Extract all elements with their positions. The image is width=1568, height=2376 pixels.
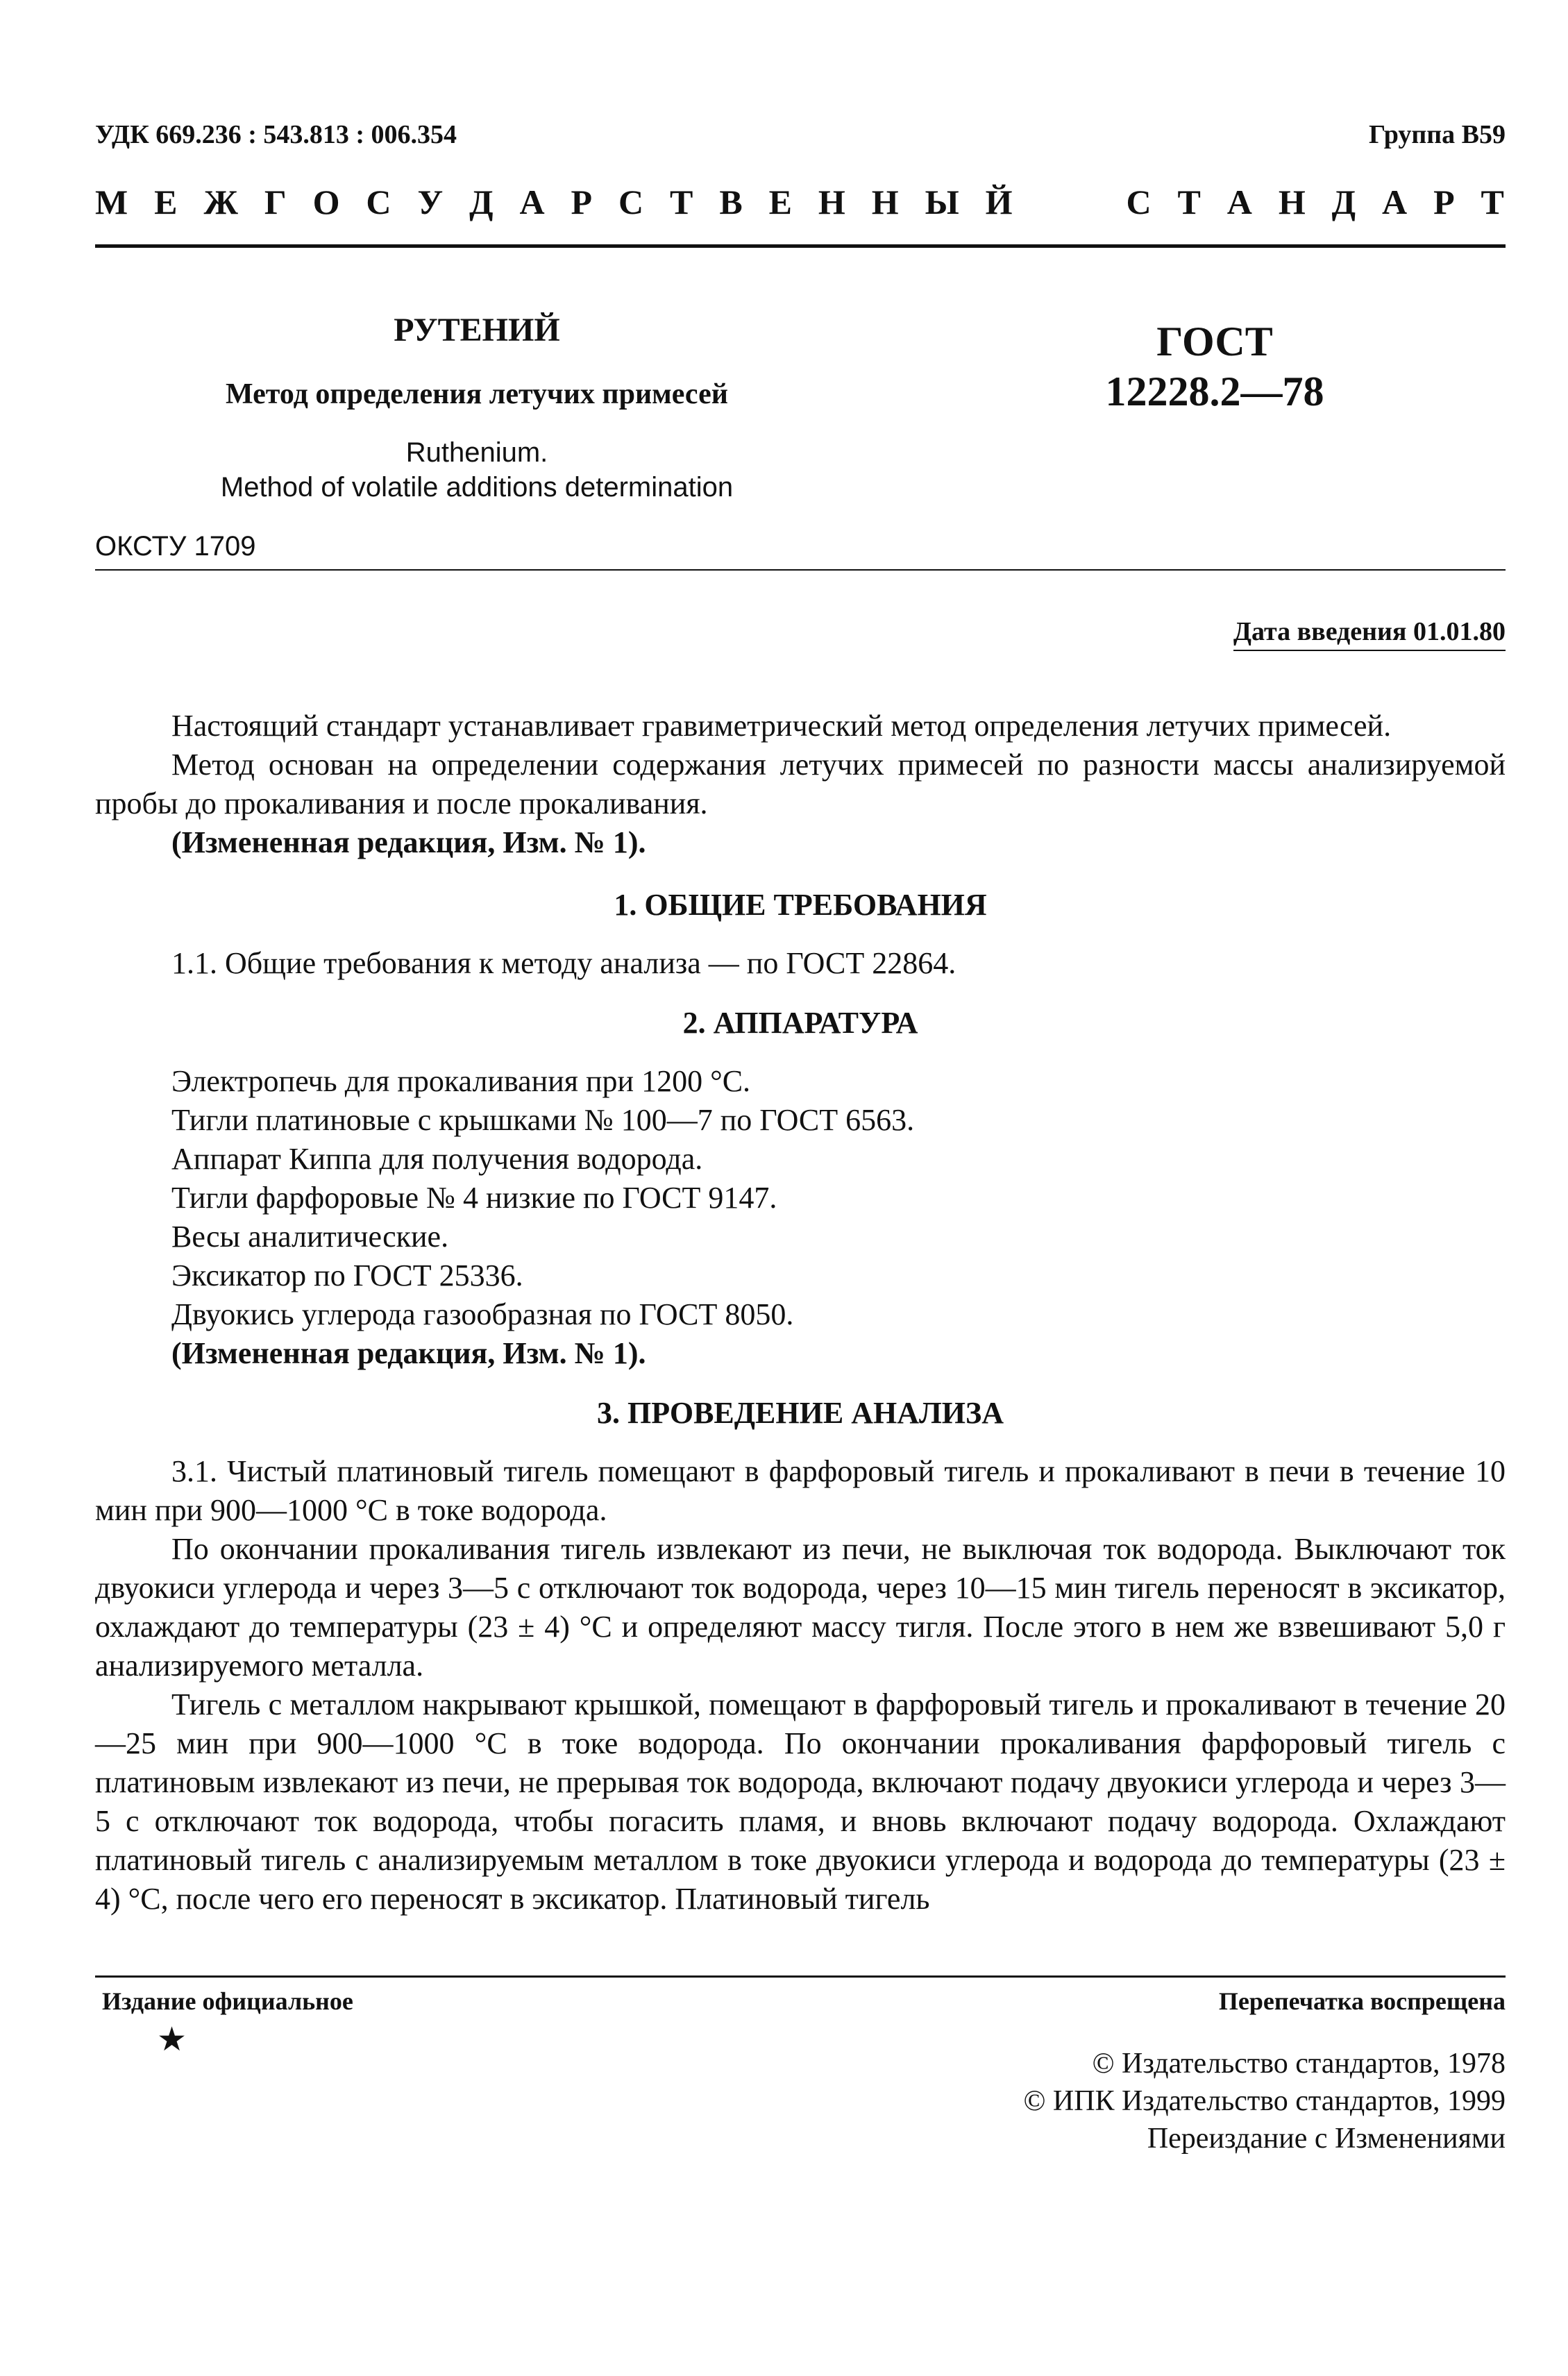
document-title: РУТЕНИЙ bbox=[394, 312, 560, 348]
section-2-amendment: (Измененная редакция, Изм. № 1). bbox=[171, 1336, 646, 1370]
banner-letter: Е bbox=[154, 183, 179, 221]
banner-letter: А bbox=[1226, 183, 1254, 221]
banner-letter: Д bbox=[1331, 183, 1358, 221]
effective-date-value: 01.01.80 bbox=[1413, 617, 1506, 646]
reissue-note: Переиздание с Изменениями bbox=[1147, 2123, 1506, 2155]
banner-letter: Н bbox=[871, 183, 900, 221]
standard-banner bbox=[95, 182, 1506, 222]
english-title-line1: Ruthenium. bbox=[405, 437, 548, 468]
banner-letter: У bbox=[417, 183, 445, 221]
copyright-block bbox=[1023, 2045, 1506, 2157]
banner-letter: С bbox=[1126, 183, 1153, 221]
official-edition: Издание официальное bbox=[102, 1987, 353, 2015]
banner-letter: Ы bbox=[925, 183, 961, 221]
apparatus-list bbox=[171, 1062, 914, 1373]
banner-letter: С bbox=[366, 183, 393, 221]
star-icon: ★ bbox=[157, 2021, 187, 2058]
banner-letter: Т bbox=[1177, 183, 1202, 221]
effective-date-label: Дата введения bbox=[1233, 617, 1407, 646]
intro-section bbox=[95, 707, 1506, 862]
section-3-body bbox=[95, 1452, 1506, 1919]
document-subtitle: Метод определения летучих примесей bbox=[226, 378, 728, 410]
copyright-1978: © Издательство стандартов, 1978 bbox=[1092, 2048, 1506, 2080]
list-item: Эксикатор по ГОСТ 25336. bbox=[171, 1258, 523, 1292]
udk-code: УДК 669.236 : 543.813 : 006.354 bbox=[95, 120, 457, 149]
list-item: Аппарат Киппа для получения водорода. bbox=[171, 1142, 703, 1176]
banner-letter: Р bbox=[571, 183, 594, 221]
banner-letter: Т bbox=[1481, 183, 1506, 221]
banner-letter: М bbox=[95, 183, 130, 221]
banner-letter: Н bbox=[1278, 183, 1307, 221]
intro-paragraph-2: Метод основан на определении содержания летучих примесей по разности массы анализируемой пробы до прокаливания и после прокаливания. bbox=[95, 748, 1506, 820]
gost-number: 12228.2—78 bbox=[1105, 369, 1324, 414]
banner-letter: Й bbox=[985, 183, 1014, 221]
section-3-paragraph-1: 3.1. Чистый платиновый тигель помещают в фарфоровый тигель и прокаливают в печи в течение 10 мин при 900—1000 °С в токе водорода. bbox=[95, 1454, 1506, 1527]
reprint-notice: Перепечатка воспрещена bbox=[1218, 1987, 1506, 2015]
banner-letter: Т bbox=[670, 183, 695, 221]
banner-letter: А bbox=[1382, 183, 1409, 221]
banner-letter: О bbox=[312, 183, 342, 221]
intro-amendment: (Измененная редакция, Изм. № 1). bbox=[171, 825, 646, 859]
title-rule bbox=[95, 569, 1506, 571]
section-3-paragraph-2: По окончании прокаливания тигель извлекают из печи, не выключая ток водорода. Выключают ток двуокиси углерода и через 3—5 с отключают ток водорода, через 10—15 мин тигель переносят в эксикатор, охлаждают до температуры (23 ± 4) °С и определяют массу тигля. После этого в нем же взвешивают 5,0 г анализируемого металла. bbox=[95, 1532, 1506, 1683]
list-item: Весы аналитические. bbox=[171, 1220, 449, 1254]
banner-gap bbox=[1039, 182, 1102, 222]
banner-letter: С bbox=[618, 183, 646, 221]
banner-letter: В bbox=[719, 183, 744, 221]
banner-letter: Г bbox=[264, 183, 288, 221]
section-3-paragraph-3: Тигель с металлом накрывают крышкой, помещают в фарфоровый тигель и прокаливают в течение 20—25 мин при 900—1000 °С в токе водорода. По окончании прокаливания фарфоровый тигель с платиновым извлекают из печи, не прерывая ток водорода, включают подачу двуокиси углерода и через 3—5 с отключают ток водорода, чтобы погасить пламя, и вновь включают подачу водорода. Охлаждают платиновый тигель с анализируемым металлом в токе двуокиси углерода и водорода до температуры (23 ± 4) °С, после чего его переносят в эксикатор. Платиновый тигель bbox=[95, 1687, 1506, 1916]
list-item: Двуокись углерода газообразная по ГОСТ 8050. bbox=[171, 1297, 794, 1331]
list-item: Тигли платиновые с крышками № 100—7 по ГОСТ 6563. bbox=[171, 1103, 915, 1137]
banner-letter: Н bbox=[818, 183, 847, 221]
section-2-title: 2. АППАРАТУРА bbox=[682, 1006, 918, 1040]
section-1-title: 1. ОБЩИЕ ТРЕБОВАНИЯ bbox=[614, 888, 987, 922]
section-1-paragraph: 1.1. Общие требования к методу анализа — по ГОСТ 22864. bbox=[171, 946, 956, 980]
banner-letter: Д bbox=[469, 183, 495, 221]
banner-letter: Ж bbox=[203, 183, 239, 221]
banner-letter: Е bbox=[768, 183, 793, 221]
english-title-line2: Method of volatile additions determination bbox=[220, 472, 734, 503]
intro-paragraph-1: Настоящий стандарт устанавливает гравиметрический метод определения летучих примесей. bbox=[171, 709, 1392, 743]
banner-letter: Р bbox=[1433, 183, 1456, 221]
gost-label: ГОСТ bbox=[1156, 319, 1273, 364]
banner-letter: А bbox=[519, 183, 546, 221]
section-1-body bbox=[95, 944, 1506, 983]
okstu-code: ОКСТУ 1709 bbox=[95, 531, 256, 562]
header-rule bbox=[95, 244, 1506, 248]
group-code: Группа В59 bbox=[1368, 120, 1506, 149]
effective-date bbox=[1233, 616, 1506, 651]
footer-rule bbox=[95, 1975, 1506, 1978]
list-item: Тигли фарфоровые № 4 низкие по ГОСТ 9147. bbox=[171, 1181, 777, 1215]
copyright-1999: © ИПК Издательство стандартов, 1999 bbox=[1023, 2085, 1506, 2117]
section-3-title: 3. ПРОВЕДЕНИЕ АНАЛИЗА bbox=[597, 1396, 1004, 1430]
list-item: Электропечь для прокаливания при 1200 °С. bbox=[171, 1064, 751, 1098]
